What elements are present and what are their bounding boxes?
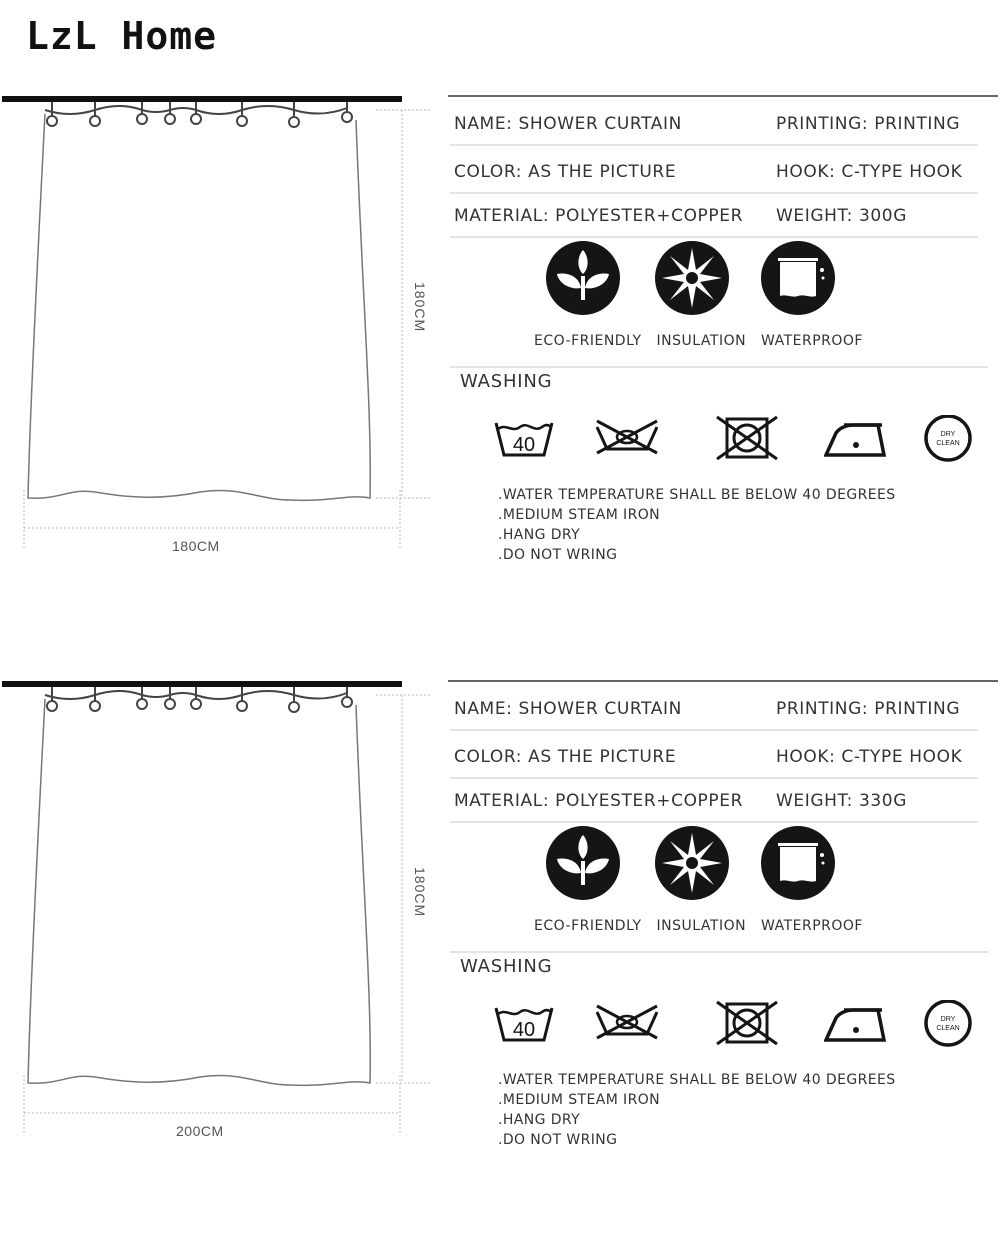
- height-dimension: 180CM: [412, 282, 428, 333]
- feature-waterproof-label: WATERPROOF: [761, 333, 863, 349]
- spec-weight: WEIGHT: 300G: [776, 206, 907, 226]
- care-notes: [498, 485, 895, 565]
- svg-text:DRY: DRY: [940, 1016, 956, 1023]
- washing-title: WASHING: [460, 956, 553, 977]
- wash-40-icon: [494, 415, 554, 461]
- brand-logo: LzL Home: [26, 14, 218, 58]
- spec-printing: PRINTING: PRINTING: [776, 699, 961, 719]
- spec-hook: HOOK: C-TYPE HOOK: [776, 747, 963, 767]
- care-note: .DO NOT WRING: [498, 1132, 618, 1148]
- feature-waterproof-label: WATERPROOF: [761, 918, 863, 934]
- spec-row-2: [450, 733, 978, 779]
- wash-temp-text: 40: [512, 1019, 536, 1041]
- no-bleach-icon: [592, 415, 662, 461]
- eco-leaf-icon: [545, 240, 621, 316]
- spec-name: NAME: SHOWER CURTAIN: [454, 114, 682, 134]
- feature-labels: [534, 333, 873, 349]
- spec-name: NAME: SHOWER CURTAIN: [454, 699, 682, 719]
- spec-panel-2: [0, 675, 1000, 1175]
- spec-weight: WEIGHT: 330G: [776, 791, 907, 811]
- curtain-rod: [2, 681, 402, 687]
- iron-medium-icon: [824, 415, 886, 461]
- spec-color: COLOR: AS THE PICTURE: [454, 162, 677, 182]
- spec-printing: PRINTING: PRINTING: [776, 114, 961, 134]
- no-tumble-dry-icon: [715, 415, 779, 461]
- insulation-star-icon: [654, 240, 730, 316]
- spec-material: MATERIAL: POLYESTER+COPPER: [454, 206, 744, 226]
- spec-panel-1: [0, 90, 1000, 590]
- eco-leaf-icon: [545, 825, 621, 901]
- care-note: .DO NOT WRING: [498, 547, 618, 563]
- waterproof-curtain-icon: [760, 825, 836, 901]
- feature-eco-label: ECO-FRIENDLY: [534, 918, 642, 934]
- dry-clean-icon: [923, 415, 973, 465]
- width-dimension: 180CM: [172, 538, 220, 554]
- wash-40-icon: [494, 1000, 554, 1046]
- dry-clean-icon: [923, 1000, 973, 1050]
- no-bleach-icon: [592, 1000, 662, 1046]
- spec-row-2: [450, 148, 978, 194]
- svg-text:CLEAN: CLEAN: [936, 440, 960, 447]
- spec-hook: HOOK: C-TYPE HOOK: [776, 162, 963, 182]
- care-note: .WATER TEMPERATURE SHALL BE BELOW 40 DEGREES: [498, 1072, 896, 1088]
- care-note: .MEDIUM STEAM IRON: [498, 1092, 660, 1108]
- care-note: .HANG DRY: [498, 527, 581, 543]
- care-note: .WATER TEMPERATURE SHALL BE BELOW 40 DEGREES: [498, 487, 896, 503]
- height-dimension: 180CM: [412, 867, 428, 918]
- curtain-rod: [2, 96, 402, 102]
- section-divider: [450, 951, 988, 953]
- feature-labels: [534, 918, 873, 934]
- width-dimension: 200CM: [176, 1123, 224, 1139]
- spec-row-3: [450, 777, 978, 823]
- care-note: .MEDIUM STEAM IRON: [498, 507, 660, 523]
- spec-row-1: [450, 685, 978, 731]
- insulation-star-icon: [654, 825, 730, 901]
- iron-medium-icon: [824, 1000, 886, 1046]
- no-tumble-dry-icon: [715, 1000, 779, 1046]
- svg-text:CLEAN: CLEAN: [936, 1025, 960, 1032]
- spec-row-1: [450, 100, 978, 146]
- care-notes: [498, 1070, 895, 1150]
- svg-text:DRY: DRY: [940, 431, 956, 438]
- spec-color: COLOR: AS THE PICTURE: [454, 747, 677, 767]
- spec-material: MATERIAL: POLYESTER+COPPER: [454, 791, 744, 811]
- feature-insulation-label: INSULATION: [656, 333, 747, 349]
- washing-title: WASHING: [460, 371, 553, 392]
- feature-eco-label: ECO-FRIENDLY: [534, 333, 642, 349]
- waterproof-curtain-icon: [760, 240, 836, 316]
- section-divider: [450, 366, 988, 368]
- care-note: .HANG DRY: [498, 1112, 581, 1128]
- feature-insulation-label: INSULATION: [656, 918, 747, 934]
- spec-row-3: [450, 192, 978, 238]
- wash-temp-text: 40: [512, 434, 536, 456]
